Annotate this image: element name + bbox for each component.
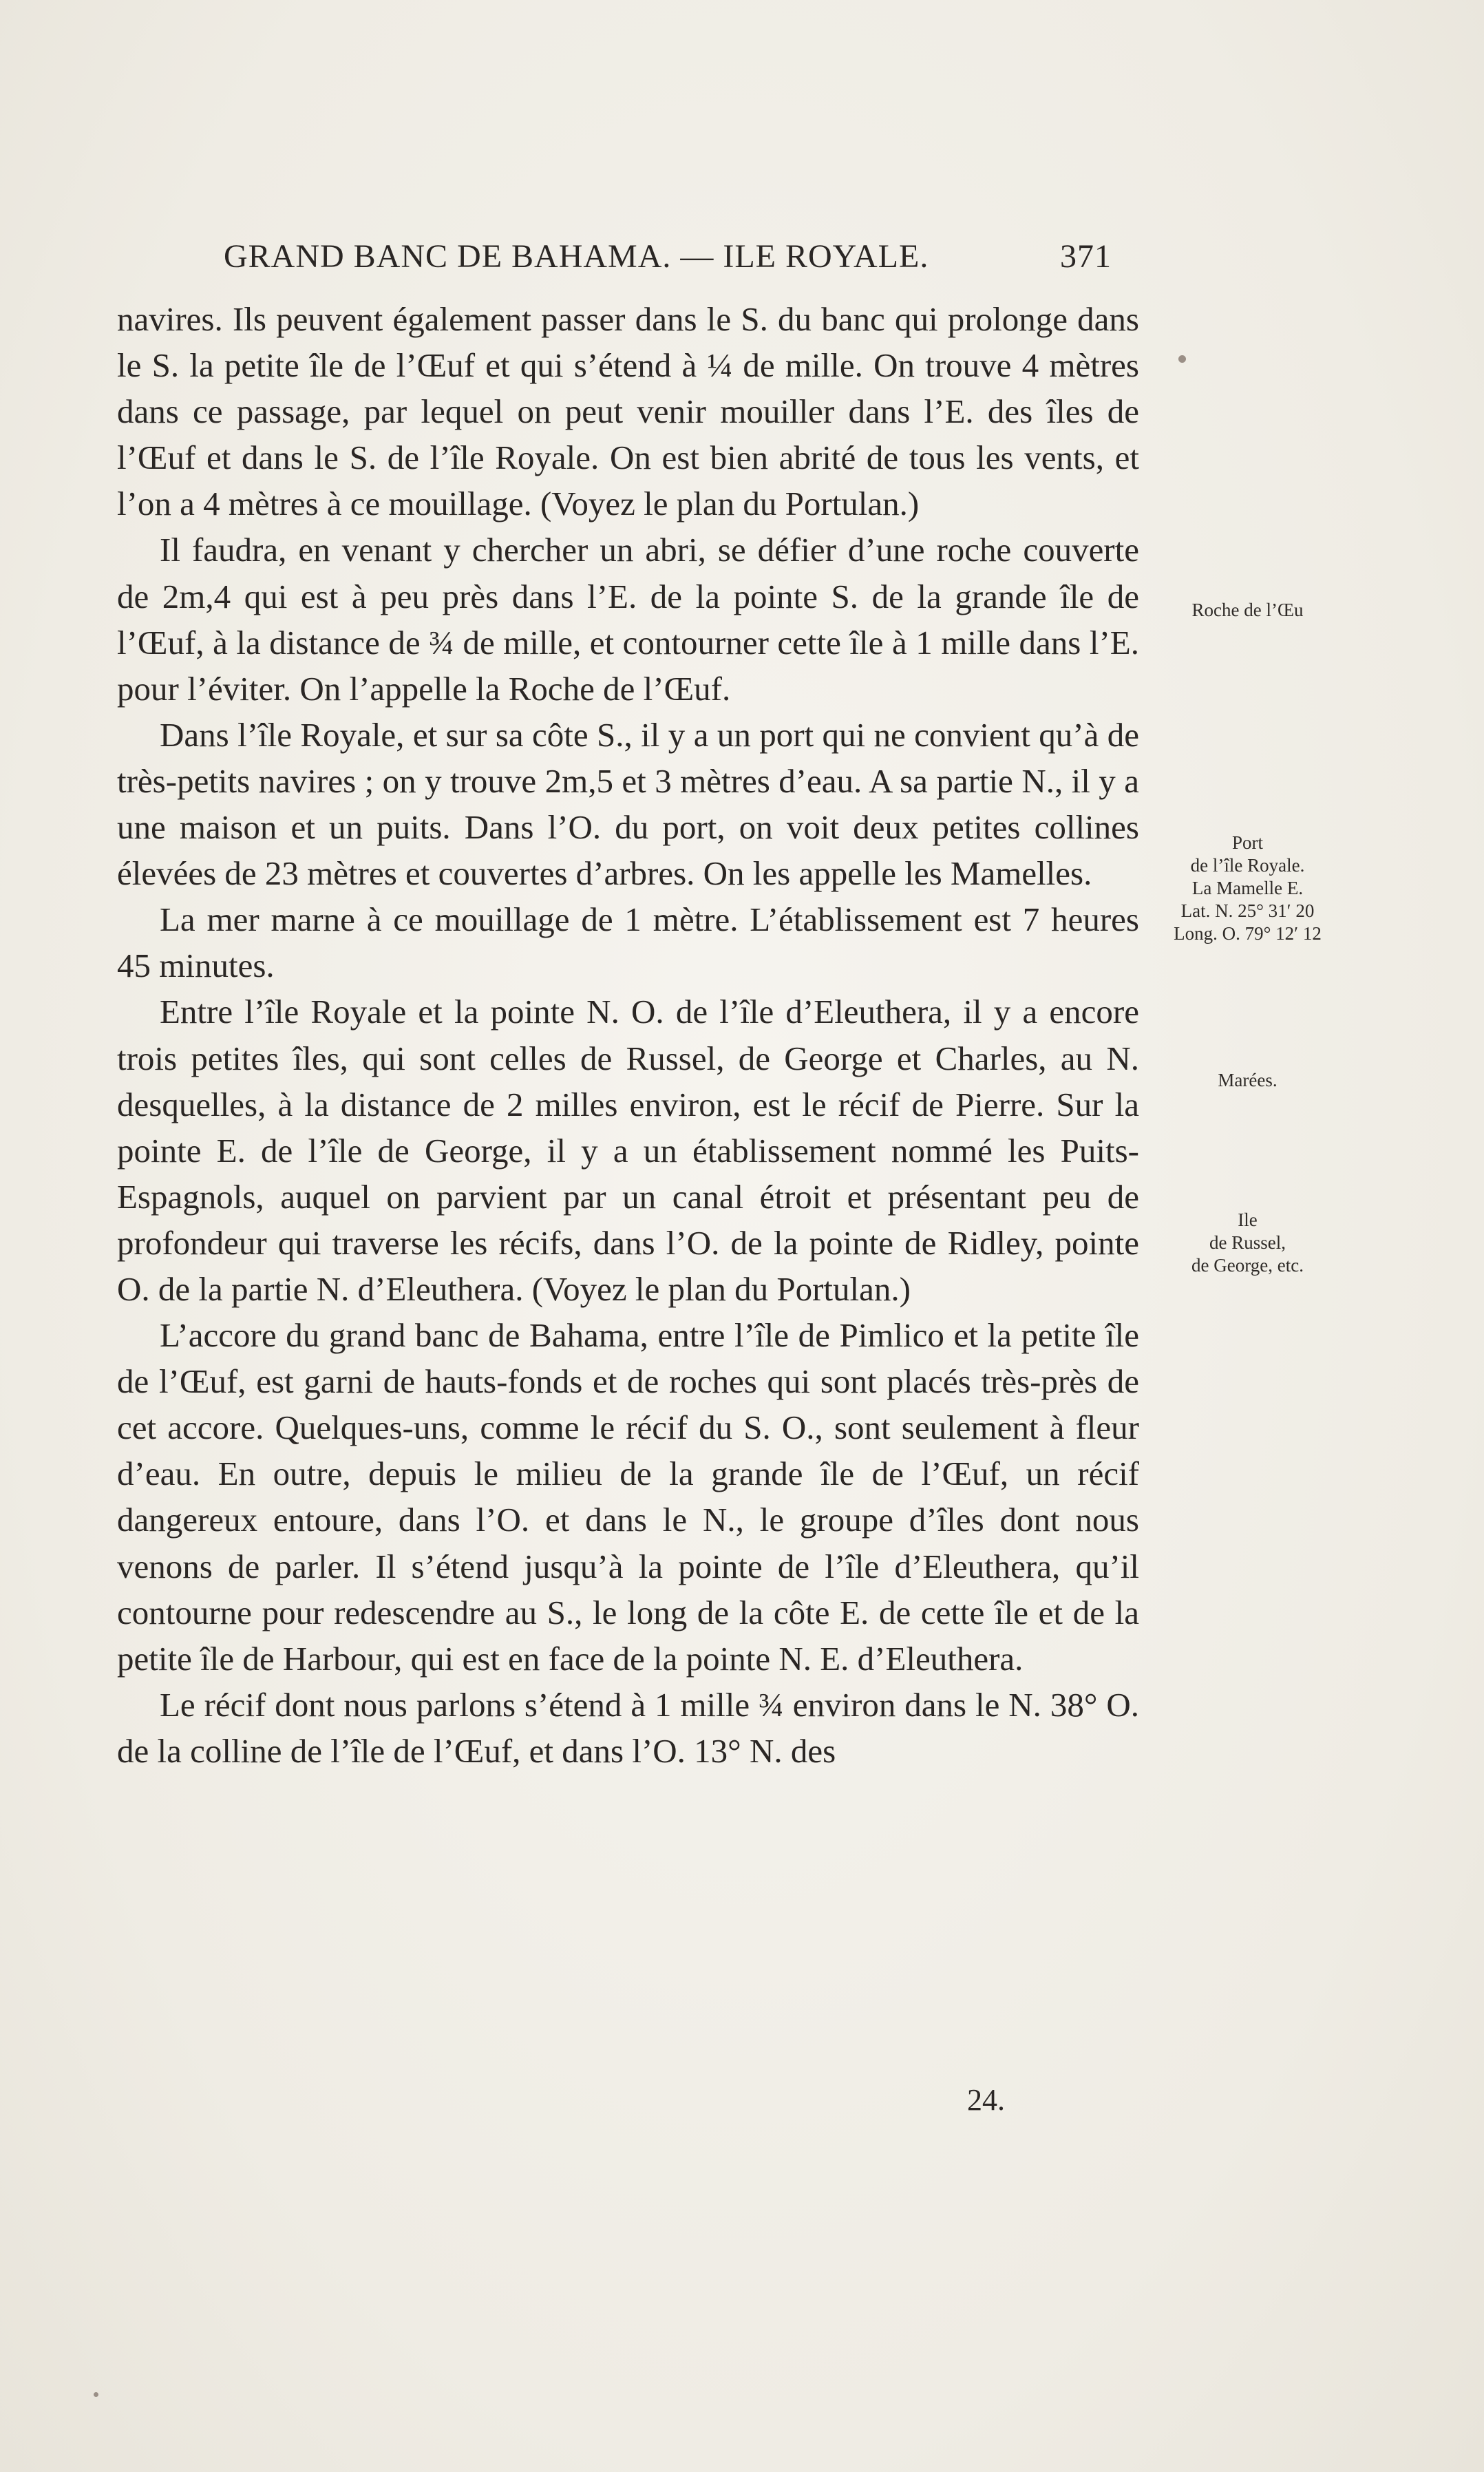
paragraph: Dans l’île Royale, et sur sa côte S., il y a un port qui ne convient qu’à de très-petits navires ; on y trouve 2m,5 et 3 mètres d’eau. A sa partie N., il y a une maison et un puits. Dans l’O. du port, on voit deux petites collines élevées de 23 mètres et couvertes d’arbres. On les appelle les Mamelles. [117, 715, 1139, 893]
paragraph: Le récif dont nous parlons s’étend à 1 mille ¾ environ dans le N. 38° O. de la colline de l’île de l’Œuf, et dans l’O. 13° N. des [117, 1685, 1139, 1770]
main-text [117, 296, 1139, 1774]
ink-speck [94, 2392, 98, 2397]
margin-note-ile-russel: Ile de Russel, de George, etc. [1191, 1209, 1304, 1276]
paragraph: Entre l’île Royale et la pointe N. O. de l’île d’Eleuthera, il y a encore trois petites îles, qui sont celles de Russel, de George et Charles, au N. desquelles, à la distance de 2 milles environ, est le récif de Pierre. Sur la pointe E. de l’île de George, il y a un établissement nommé les Puits-Espagnols, auquel on parvient par un canal étroit et présentant peu de profondeur qui traverse les récifs, dans l’O. de la pointe de Ridley, pointe O. de la partie N. d’Eleuthera. (Voyez le plan du Portulan.) [117, 993, 1139, 1308]
margin-note-roche: Roche de l’Œu [1191, 600, 1304, 620]
paragraph: navires. Ils peuvent également passer dans le S. du banc qui prolonge dans le S. la petite île de l’Œuf et qui s’étend à ¼ de mille. On trouve 4 mètres dans ce passage, par lequel on peut venir mouiller dans l’E. des îles de l’Œuf et dans le S. de l’île Royale. On est bien abrité de tous les vents, et l’on a 4 mètres à ce mouillage. (Voyez le plan du Portulan.) [117, 300, 1139, 523]
margin-note-port: Port de l’île Royale. La Mamelle E. Lat. N. 25° 31′ 20 Long. O. 79° 12′ 12 [1174, 832, 1322, 944]
page-number: 371 [1060, 238, 1112, 275]
paragraph: L’accore du grand banc de Bahama, entre l’île de Pimlico et la petite île de l’Œuf, est garni de hauts-fonds et de roches qui sont placés très-près de cet accore. Quelques-uns, comme le récif du S. O., sont seulement à fleur d’eau. En outre, depuis le milieu de la grande île de l’Œuf, un récif dangereux entoure, dans l’O. et dans le N., le groupe d’îles dont nous venons de parler. Il s’étend jusqu’à la pointe de l’île d’Eleuthera, qu’il contourne pour redescendre au S., le long de la côte E. de cette île et de la petite île de Harbour, qui est en face de la pointe N. E. d’Eleuthera. [117, 1316, 1139, 1678]
margin-note-marees: Marées. [1218, 1070, 1278, 1090]
paragraph: La mer marne à ce mouillage de 1 mètre. L’établissement est 7 heures 45 minutes. [117, 900, 1139, 985]
ink-speck [1178, 355, 1186, 363]
running-header [224, 237, 1112, 286]
signature-mark: 24. [967, 2083, 1005, 2117]
paragraph: Il faudra, en venant y chercher un abri, se défier d’une roche couverte de 2m,4 qui est à peu près dans l’E. de la pointe S. de la grande île de l’Œuf, à la distance de ¾ de mille, et contourner cette île à 1 mille dans l’E. pour l’éviter. On l’appelle la Roche de l’Œuf. [117, 531, 1139, 708]
header-title: GRAND BANC DE BAHAMA. — ILE ROYALE. [224, 238, 929, 275]
